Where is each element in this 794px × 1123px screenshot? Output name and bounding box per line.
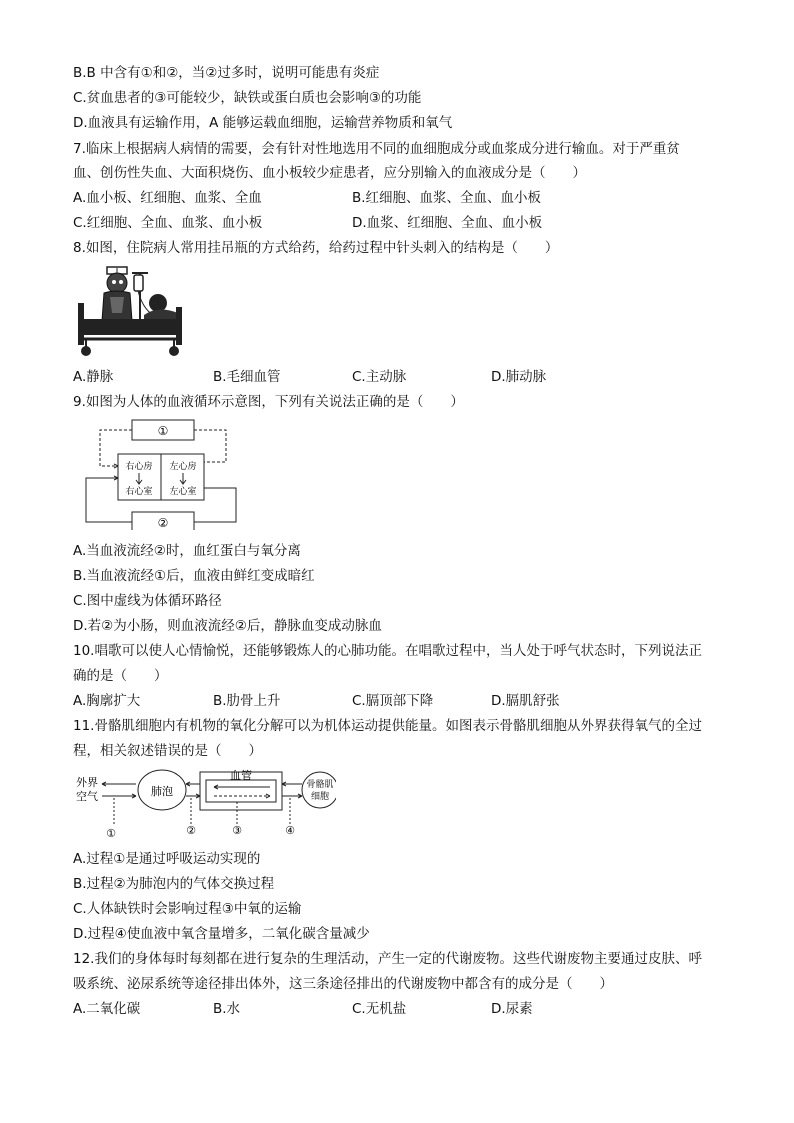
q11-option-a[interactable]: A.过程①是通过呼吸运动实现的 <box>73 851 261 867</box>
q8-option-b[interactable]: B.毛细血管 <box>213 369 281 385</box>
q10-option-b[interactable]: B.肋骨上升 <box>213 693 281 709</box>
q12-stem-line1: 12.我们的身体每时每刻都在进行复杂的生理活动，产生一定的代谢废物。这些代谢废物主要通过皮肤、呼 <box>73 951 702 967</box>
q10-option-c[interactable]: C.膈顶部下降 <box>352 693 434 709</box>
muscle-cell-label-1: 骨骼肌 <box>306 780 334 790</box>
option-line: B.B 中含有①和②，当②过多时，说明可能患有炎症 <box>73 65 380 81</box>
q9-option-d[interactable]: D.若②为小肠，则血液流经②后，静脉血变成动脉血 <box>73 618 382 634</box>
q9-option-c[interactable]: C.图中虚线为体循环路径 <box>73 593 222 609</box>
q8-option-d[interactable]: D.肺动脉 <box>491 369 547 385</box>
option-line: C.贫血患者的③可能较少，缺铁或蛋白质也会影响③的功能 <box>73 90 422 106</box>
q9-option-b[interactable]: B.当血液流经①后，血液由鲜红变成暗红 <box>73 568 315 584</box>
q12-option-d[interactable]: D.尿素 <box>491 1001 533 1017</box>
q12-options <box>73 999 733 1019</box>
q10-stem-line1: 10.唱歌可以使人心情愉悦，还能够锻炼人的心肺功能。在唱歌过程中，当人处于呼气状态时，下列说法正 <box>73 643 702 659</box>
process-4-label: ④ <box>285 824 295 837</box>
process-1-label: ① <box>106 827 116 840</box>
vessel-label: 血管 <box>230 769 252 782</box>
q12-option-a[interactable]: A.二氧化碳 <box>73 1001 141 1017</box>
muscle-cell-label-2: 细胞 <box>310 792 330 802</box>
q7-options-row1 <box>73 188 733 208</box>
q7-option-d[interactable]: D.血浆、红细胞、全血、血小板 <box>352 215 543 231</box>
q10-stem-line2: 确的是（ ） <box>73 668 168 684</box>
right-atrium-label: 右心房 <box>125 462 153 472</box>
q11-option-c[interactable]: C.人体缺铁时会影响过程③中氧的运输 <box>73 901 302 917</box>
q7-stem-line2: 血、创伤性失血、大面积烧伤、血小板较少症患者，应分别输入的血液成分是（ ） <box>73 165 586 181</box>
top-box-label: ① <box>157 424 169 438</box>
left-ventricle-label: 左心室 <box>169 487 197 497</box>
right-ventricle-label: 右心室 <box>125 487 153 497</box>
q8-option-c[interactable]: C.主动脉 <box>352 369 407 385</box>
q7-option-c[interactable]: C.红细胞、全血、血浆、血小板 <box>73 215 263 231</box>
left-atrium-label: 左心房 <box>169 462 197 472</box>
q10-option-d[interactable]: D.膈肌舒张 <box>491 693 560 709</box>
q11-stem-line2: 程，相关叙述错误的是（ ） <box>73 743 262 759</box>
blood-circulation-diagram <box>82 418 240 530</box>
outside-air-label-2: 空气 <box>76 790 98 803</box>
process-3-label: ③ <box>232 824 242 837</box>
q12-stem-line2: 吸系统、泌尿系统等途径排出体外，这三条途径排出的代谢废物中都含有的成分是（ ） <box>73 976 613 992</box>
bottom-box-label: ② <box>157 516 169 530</box>
q8-option-a[interactable]: A.静脉 <box>73 369 114 385</box>
q7-option-a[interactable]: A.血小板、红细胞、血浆、全血 <box>73 190 262 206</box>
q9-option-a[interactable]: A.当血液流经②时，血红蛋白与氧分离 <box>73 543 301 559</box>
q12-option-b[interactable]: B.水 <box>213 1001 241 1017</box>
q9-stem: 9.如图为人体的血液循环示意图，下列有关说法正确的是（ ） <box>73 394 464 410</box>
q8-stem: 8.如图，住院病人常用挂吊瓶的方式给药，给药过程中针头刺入的结构是（ ） <box>73 240 559 256</box>
q12-option-c[interactable]: C.无机盐 <box>352 1001 407 1017</box>
alveoli-label: 肺泡 <box>151 785 173 798</box>
q7-option-b[interactable]: B.红细胞、血浆、全血、血小板 <box>352 190 542 206</box>
q7-options-row2 <box>73 213 733 233</box>
q10-options <box>73 691 733 711</box>
oxygen-pathway-diagram <box>74 768 336 840</box>
q8-options <box>73 367 733 387</box>
q11-option-d[interactable]: D.过程④使血液中氧含量增多，二氧化碳含量减少 <box>73 926 370 942</box>
q11-stem-line1: 11.骨骼肌细胞内有机物的氧化分解可以为机体运动提供能量。如图表示骨骼肌细胞从外界获得氧气的全过 <box>73 718 702 734</box>
option-line: D.血液具有运输作用，A 能够运载血细胞，运输营养物质和氧气 <box>73 115 453 131</box>
q7-stem-line1: 7.临床上根据病人病情的需要，会有针对性地选用不同的血细胞成分或血浆成分进行输血。对于严重贫 <box>73 141 680 157</box>
hospital-iv-illustration <box>74 263 186 359</box>
q11-option-b[interactable]: B.过程②为肺泡内的气体交换过程 <box>73 876 275 892</box>
outside-air-label-1: 外界 <box>76 776 98 789</box>
process-2-label: ② <box>186 824 196 837</box>
q10-option-a[interactable]: A.胸廓扩大 <box>73 693 141 709</box>
